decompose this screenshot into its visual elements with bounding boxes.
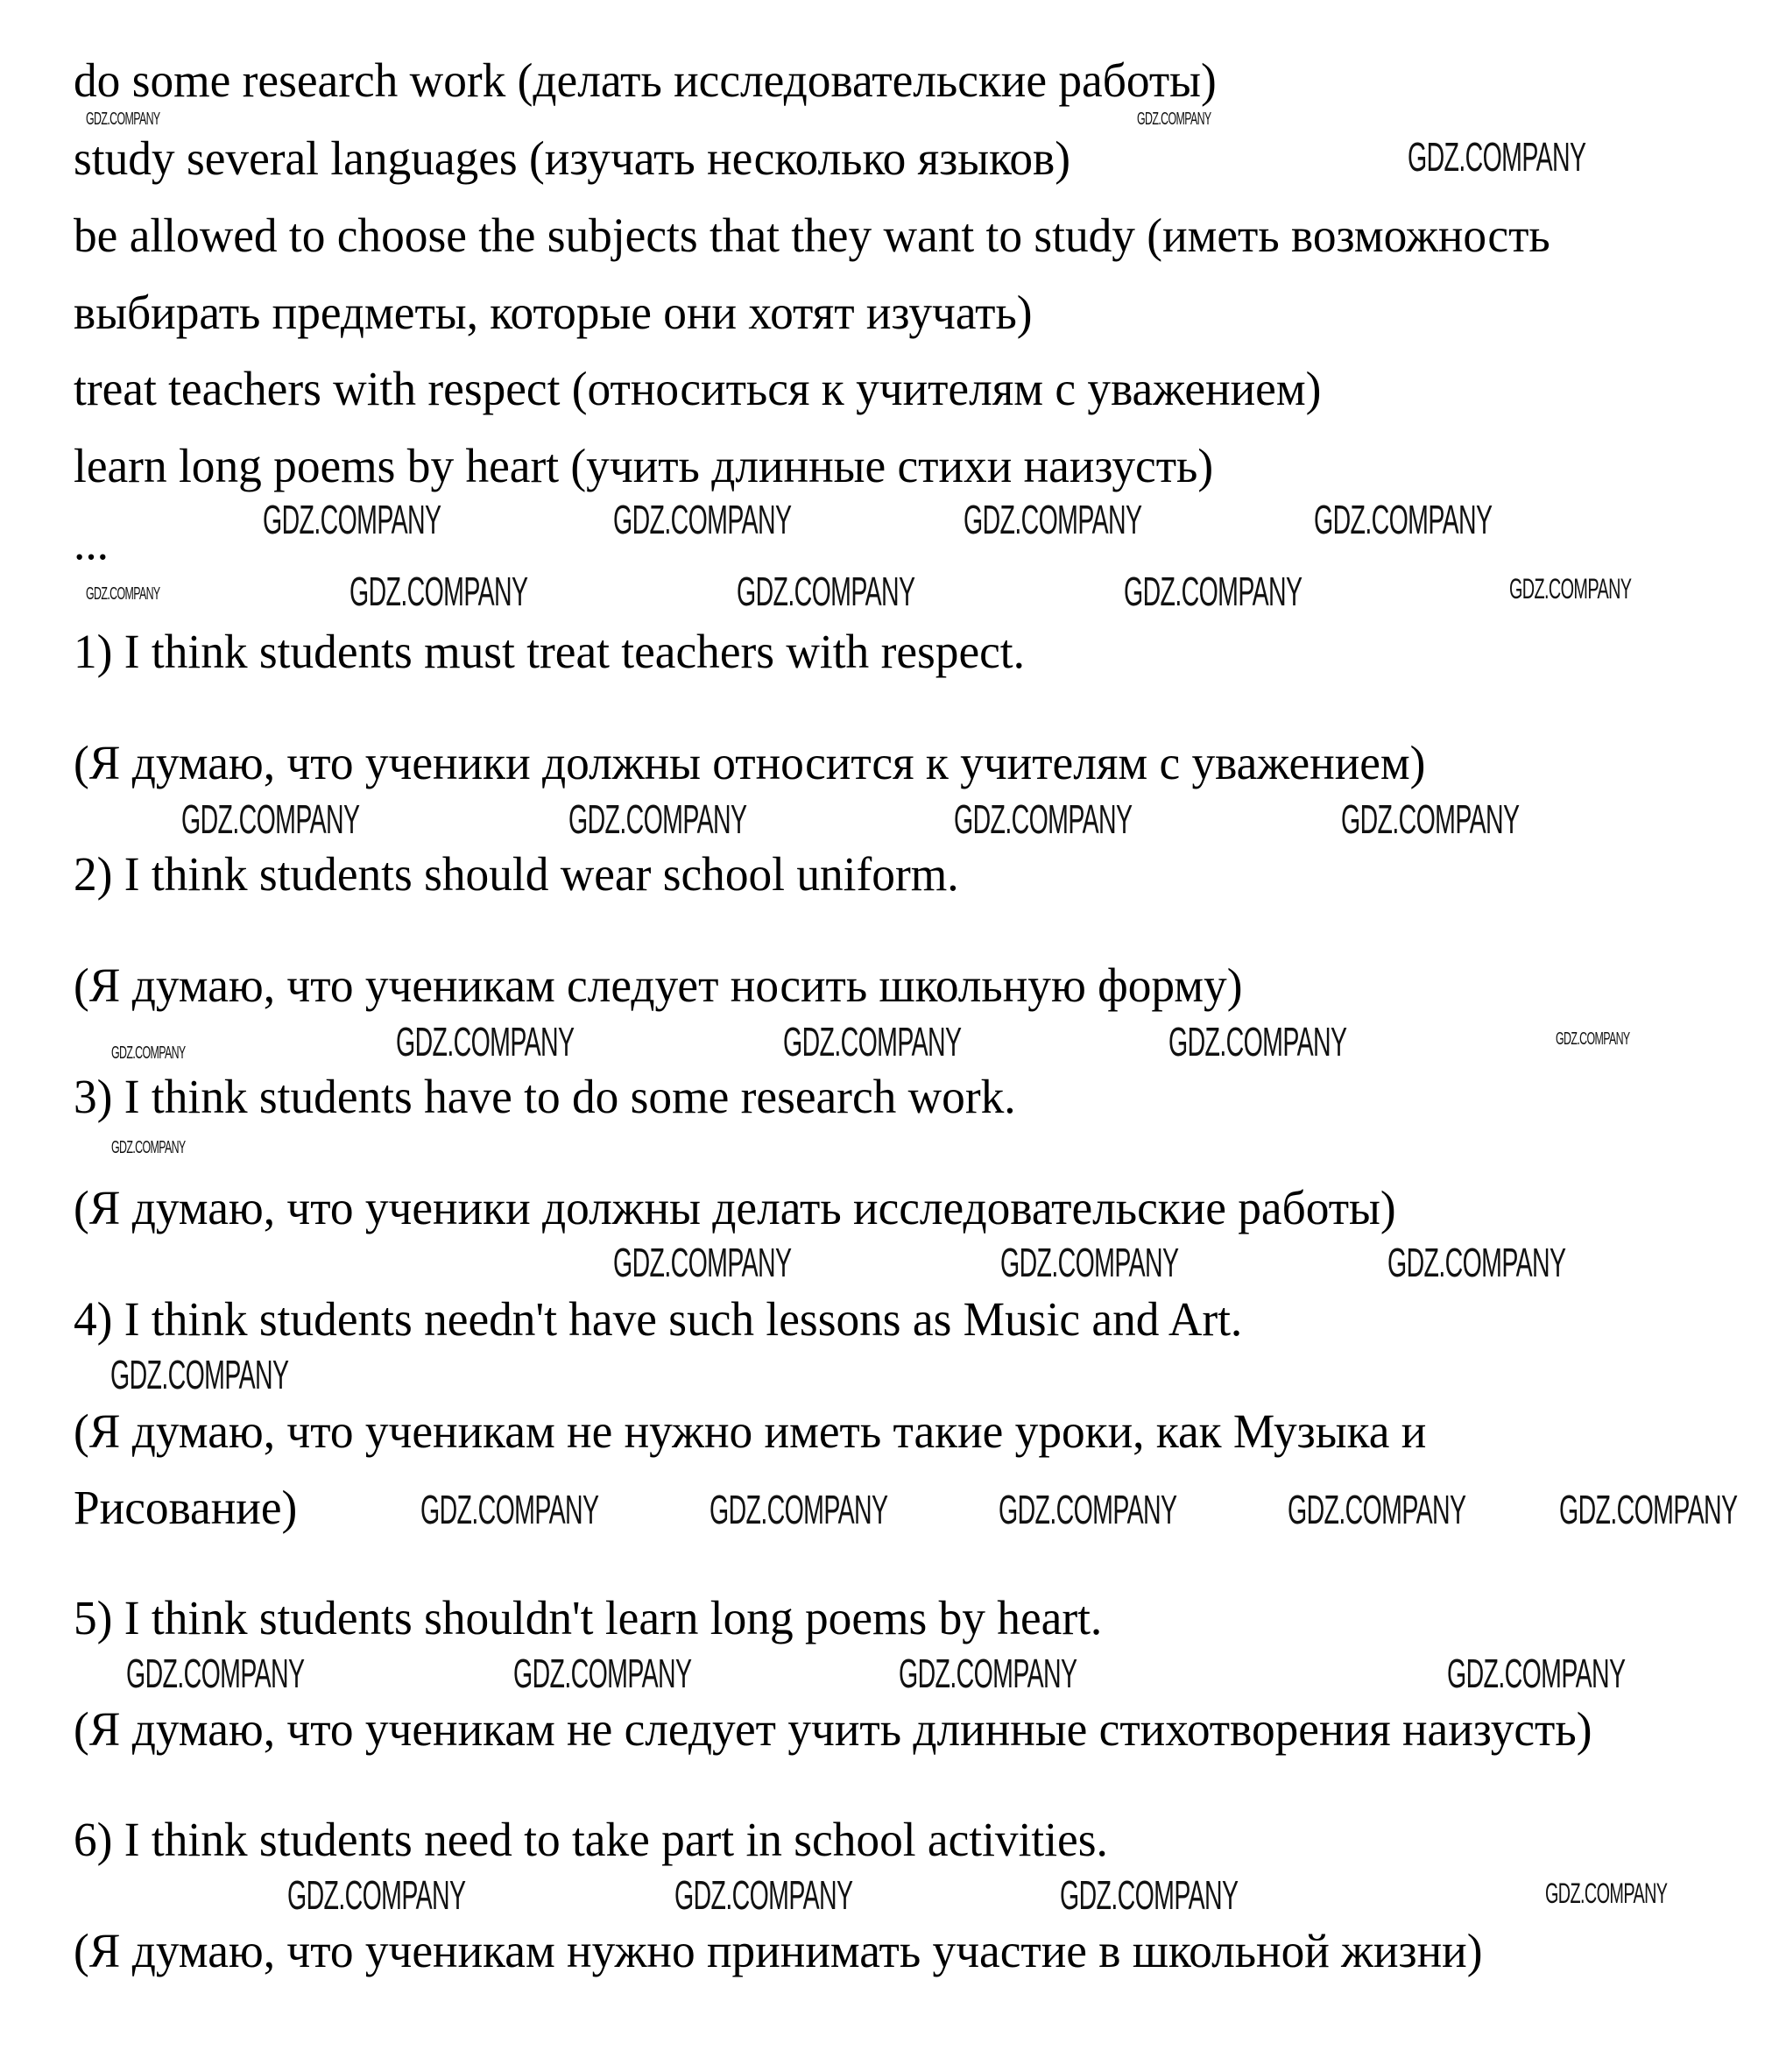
text-line: treat teachers with respect (относиться к учителям с уважением) — [74, 362, 1322, 415]
watermark: GDZ.COMPANY — [1556, 1029, 1630, 1049]
watermark: GDZ.COMPANY — [1288, 1487, 1466, 1532]
watermark: GDZ.COMPANY — [86, 110, 160, 129]
watermark: GDZ.COMPANY — [613, 497, 792, 542]
watermark: GDZ.COMPANY — [396, 1019, 575, 1064]
watermark: GDZ.COMPANY — [1124, 569, 1303, 614]
text-line: 2) I think students should wear school uniform. — [74, 847, 959, 901]
watermark: GDZ.COMPANY — [1314, 497, 1493, 542]
watermark: GDZ.COMPANY — [1559, 1487, 1738, 1532]
watermark: GDZ.COMPANY — [737, 569, 915, 614]
watermark: GDZ.COMPANY — [513, 1651, 692, 1696]
text-line: 5) I think students shouldn't learn long poems by heart. — [74, 1591, 1103, 1644]
text-line: do some research work (делать исследовательские работы) — [74, 53, 1217, 107]
watermark: GDZ.COMPANY — [1447, 1651, 1626, 1696]
watermark: GDZ.COMPANY — [954, 796, 1133, 842]
watermark: GDZ.COMPANY — [181, 796, 360, 842]
text-line: ... — [74, 516, 109, 569]
text-line: be allowed to choose the subjects that they want to study (иметь возможность — [74, 209, 1550, 262]
text-line: (Я думаю, что ученикам не нужно иметь такие уроки, как Музыка и — [74, 1404, 1427, 1458]
text-line: study several languages (изучать несколько языков) — [74, 131, 1070, 185]
watermark: GDZ.COMPANY — [1509, 573, 1632, 605]
watermark: GDZ.COMPANY — [613, 1240, 792, 1285]
watermark: GDZ.COMPANY — [964, 497, 1142, 542]
text-line: learn long poems by heart (учить длинные стихи наизусть) — [74, 439, 1214, 492]
watermark: GDZ.COMPANY — [674, 1872, 853, 1918]
watermark: GDZ.COMPANY — [1408, 134, 1586, 180]
watermark: GDZ.COMPANY — [86, 584, 160, 604]
text-line: 3) I think students have to do some research work. — [74, 1070, 1016, 1123]
text-line: (Я думаю, что ученики должны относится к учителям с уважением) — [74, 736, 1426, 789]
text-line: (Я думаю, что ученикам следует носить школьную форму) — [74, 958, 1243, 1012]
watermark: GDZ.COMPANY — [1137, 110, 1211, 129]
watermark: GDZ.COMPANY — [126, 1651, 305, 1696]
watermark: GDZ.COMPANY — [1168, 1019, 1347, 1064]
watermark: GDZ.COMPANY — [349, 569, 528, 614]
text-line: 6) I think students need to take part in school activities. — [74, 1813, 1108, 1866]
watermark: GDZ.COMPANY — [1545, 1878, 1668, 1909]
text-line: (Я думаю, что ученикам нужно принимать участие в школьной жизни) — [74, 1924, 1483, 1977]
watermark: GDZ.COMPANY — [110, 1352, 289, 1397]
watermark: GDZ.COMPANY — [899, 1651, 1077, 1696]
watermark: GDZ.COMPANY — [420, 1487, 599, 1532]
watermark: GDZ.COMPANY — [111, 1043, 186, 1063]
text-line: (Я думаю, что ученики должны делать исследовательские работы) — [74, 1181, 1396, 1234]
text-line: (Я думаю, что ученикам не следует учить длинные стихотворения наизусть) — [74, 1702, 1592, 1756]
text-line: 4) I think students needn't have such lessons as Music and Art. — [74, 1292, 1243, 1346]
watermark: GDZ.COMPANY — [1000, 1240, 1179, 1285]
watermark: GDZ.COMPANY — [999, 1487, 1177, 1532]
watermark: GDZ.COMPANY — [710, 1487, 888, 1532]
watermark: GDZ.COMPANY — [263, 497, 441, 542]
watermark: GDZ.COMPANY — [783, 1019, 962, 1064]
watermark: GDZ.COMPANY — [1060, 1872, 1239, 1918]
watermark: GDZ.COMPANY — [568, 796, 747, 842]
text-line: выбирать предметы, которые они хотят изучать) — [74, 286, 1033, 339]
text-line: 1) I think students must treat teachers with respect. — [74, 625, 1025, 678]
watermark: GDZ.COMPANY — [1387, 1240, 1566, 1285]
watermark: GDZ.COMPANY — [1341, 796, 1520, 842]
watermark: GDZ.COMPANY — [111, 1138, 186, 1157]
text-line: Рисование) — [74, 1481, 298, 1534]
watermark: GDZ.COMPANY — [287, 1872, 466, 1918]
